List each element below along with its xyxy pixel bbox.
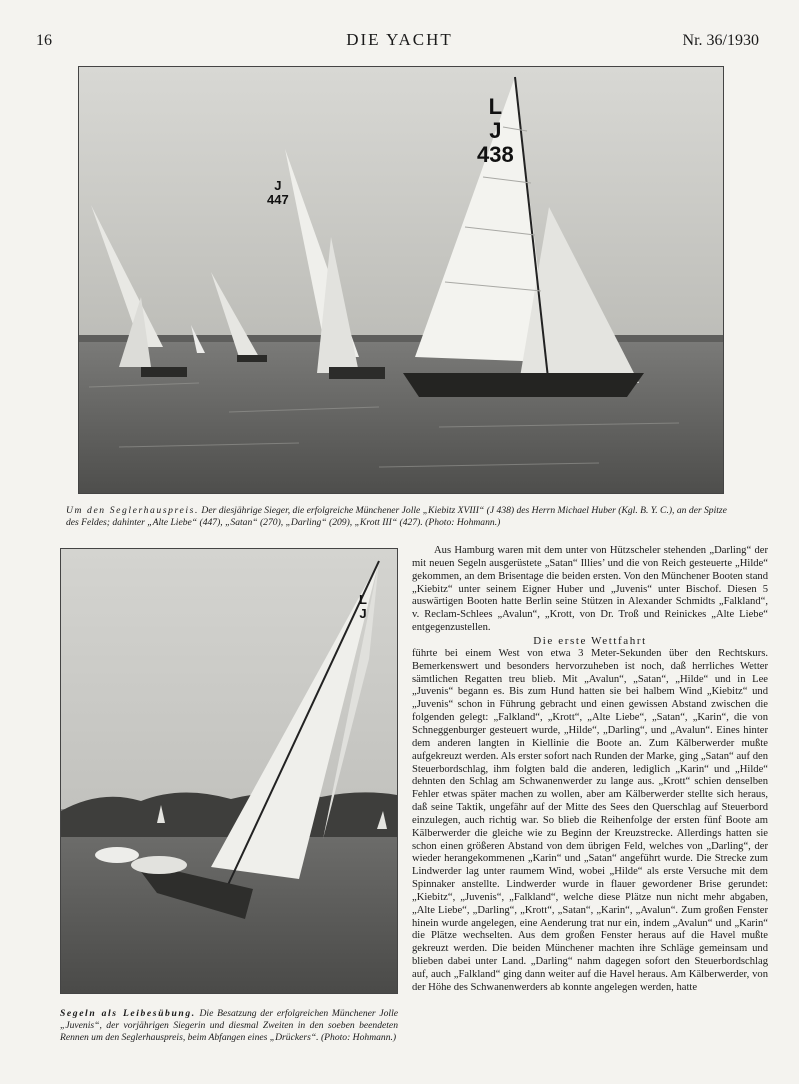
section-heading: Die erste Wettfahrt [533,634,647,647]
sail-number-top: J [489,118,502,143]
photo-credit: (Photo: Hohmann.) [320,1032,397,1043]
photo-credit: (Photo: Hohmann.) [425,517,501,528]
sail-number-top: 438 [477,142,514,167]
photo-caption-bottom [60,1008,398,1044]
dinghy-illustration [61,549,397,993]
caption-lead: Segeln als Leibesübung. [60,1008,196,1019]
photo-caption-top [66,505,742,529]
sail-number-bottom: J [359,606,367,621]
article-body: führte bei einem West von etwa 3 Meter-Sekunden über den Rechtskurs. Bemerkenswert und besonders hervorzuheben ist noch, daß herrliches Wetter sämtlichen Regatten treu blieb. Mit „Avalun“, „Satan“, „Hilde“ und in Lee „Juvenis“ begann es. Bis zum Hund hatten sie bei halbem Wind „Kiebitz“ und „Juvenis“ schon in Führung gebracht und einen gewissen Abstand zwischen die folgenden gelegt: „Falkland“, „Krott“, „Alte Liebe“, „Satan“, „Karin“, die von Schneggenburger gesteuert wurde, „Hilde“, „Darling“, und „Avalun“. Eines hinter dem anderen langten in Kiellinie die Boote an. Zum Kälberwerder mußte aufgekreuzt werden. Als erster sofort nach Runden der Marke, ging „Satan“ auf den Steuerbordschlag, ihm folgten bald die anderen, lediglich „Karin“ und „Hilde“ dehnten den Schlag am Schwanenwerder zu lange aus. „Krott“ schien denselben Fehler etwas später machen zu wollen, aber am Kälberwerder stellte sich heraus, daß seine Taktik, ungefähr auf der Mitte des Sees den Querschlag auf Steuerbord einzulegen, auch richtig war. So blieb die Reihenfolge der ersten fünf Boote am Kälberwerder die gleiche wie zu Beginn der Kreuzstrecke. Allerdings hatten sie schon einen größeren Abstand von dem übrigen Feld, welches von „Darling“, der wieder herangekommenen „Karin“ und „Satan“ angeführt wurde. Die Strecke zum Lindwerder lag unter raumem Wind, wobei „Hilde“ als erste Versuche mit dem Spinnaker anstellte. Lindwerder wurde in flauer gewordener Brise gerundet: „Kiebitz“, „Juvenis“, „Falkland“, welche diese Plätze nun nicht mehr abgaben, „Alte Liebe“, „Darling“, „Krott“, „Satan“, „Karin“, „Avalun“. Zum großen Fenster hinein wurde angelegen, eine Aenderung trat nur ein, indem „Avalun“ und „Karin“ die Plätze wechselten. Aus dem großen Fenster heraus auf die Havel mußte gekreuzt werden. Die beiden Münchener machten ihre Schläge gemeinsam und blieben dabei unter Land. „Darling“ nahm dagegen sofort den Steuerbordschlag auf, auch „Falkland“ ging dann weiter auf die Havel heraus. Am Kälberwerder, von der Höhe des Schwanenwerders ab konnte angelegen werden, hatte [412,647,768,993]
caption-text: Die Besatzung der erfolgreichen Münchener Jolle „Juvenis“, der vorjährigen Siegerin und diesmal Zweiten in den soeben beendeten Rennen um den Seglerhauspreis, beim Abfangen eines „Drückers“. [60,1008,399,1043]
caption-text: Der diesjährige Sieger, die erfolgreiche Münchener Jolle „Kiebitz XVIII“ (J 438) des Herrn Michael Huber (Kgl. B. Y. C.), an der Spitze des Feldes; dahinter „Alte Liebe“ (447), „Satan“ (270), „Darling“ (209), „Krott III“ (427). [66,505,727,528]
sail-number-top: L [488,94,503,119]
issue-number: Nr. 36/1930 [682,32,759,49]
sail-number-top: 447 [267,192,289,207]
article-intro: Aus Hamburg waren mit dem unter von Hützscheler stehenden „Darling“ der mit neuen Segeln ausgerüstete „Satan“ Illies’ und die von Reich gesteuerte „Hilde“ gekommen, an dem Brisentage die beiden ersten. Von den Münchener Booten stand „Kiebitz“ unter seinem Eigner Huber und „Juvenis“ unter Bischof. Diesen 5 auswärtigen Booten hatte Berlin seine Stützen in Alexander Schmidts „Falkland“, v. Reclam-Schlees „Avalun“, „Krott, von Dr. Troß und Reinickes „Alte Liebe“ entgegenzustellen. [412,545,768,634]
caption-lead: Um den Seglerhauspreis. [66,505,199,516]
page-number: 16 [36,32,52,49]
sail-number-bottom: L [359,592,367,607]
regatta-illustration [79,67,723,493]
regatta-photo [78,66,724,494]
article-column [412,545,768,995]
running-title: DIE YACHT [346,30,453,49]
sail-number-top: J [274,178,282,193]
juvenis-photo [60,548,398,994]
